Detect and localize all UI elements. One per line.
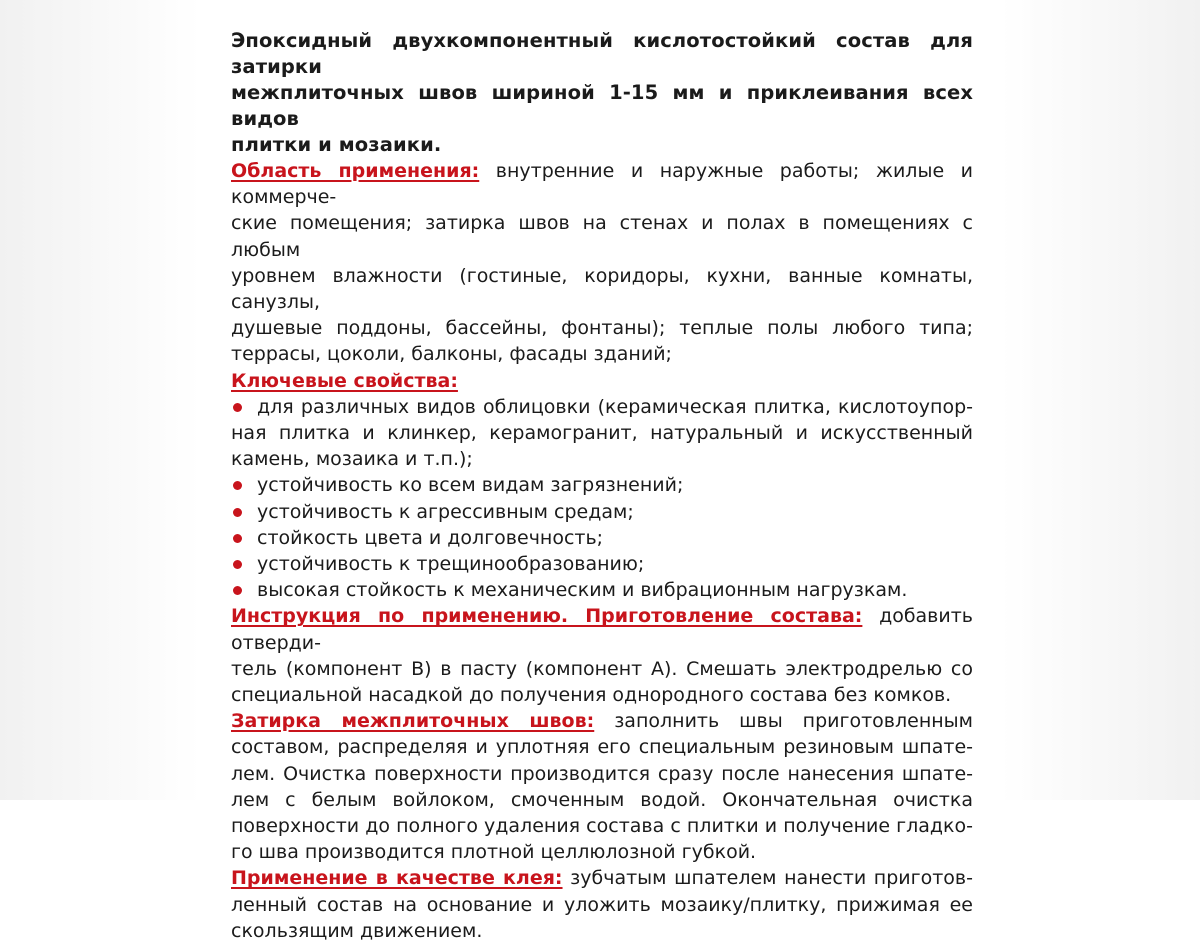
section-line: поверхности до полного удаления состава с плитки и получение гладко- <box>231 815 973 838</box>
intro-paragraph <box>231 28 973 158</box>
section-line: лем. Очистка поверхности производится сразу после нанесения шпате- <box>231 762 973 785</box>
section-first-line <box>231 603 973 655</box>
list-item-continuation <box>231 420 973 472</box>
section-first-line <box>231 865 973 891</box>
section-line: уровнем влажности (гостиные, коридоры, кухни, ванные комнаты, санузлы, <box>231 264 973 314</box>
list-item <box>231 499 973 525</box>
section-first-line <box>231 158 973 210</box>
list-item-line: камень, мозаика и т.п.); <box>231 448 473 471</box>
adhesive-heading: Применение в качестве клея: <box>231 867 563 890</box>
list-item-line: ная плитка и клинкер, керамогранит, натуральный и искусственный <box>231 422 973 445</box>
section-line: скользящим движением. <box>231 919 483 942</box>
list-item-line: для различных видов облицовки (керамическая плитка, кислотоупор- <box>257 395 973 418</box>
section-line: террасы, цоколи, балконы, фасады зданий; <box>231 343 672 366</box>
section-text: заполнить швы приготовленным <box>614 710 973 733</box>
section-text: внутренние и наружные работы; жилые и коммерче- <box>231 160 973 209</box>
bullet-icon <box>233 534 242 543</box>
key-properties-list <box>231 394 973 604</box>
section-line: специальной насадкой до получения однородного состава без комков. <box>231 684 952 707</box>
application-area-section <box>231 158 973 368</box>
section-line: лем с белым войлоком, смоченным водой. Окончательная очистка <box>231 788 973 811</box>
grouting-heading: Затирка межплиточных швов: <box>231 710 595 733</box>
key-properties-section <box>231 368 973 604</box>
list-item-line: высокая стойкость к механическим и вибрационным нагрузкам. <box>257 579 908 602</box>
section-text: добавить отверди- <box>231 605 973 654</box>
bullet-icon <box>233 508 242 517</box>
instruction-heading: Инструкция по применению. Приготовление состава: <box>231 605 863 628</box>
section-line: душевые поддоны, бассейны, фонтаны); теплые полы любого типа; <box>231 317 973 340</box>
list-item-line: устойчивость к трещинообразованию; <box>257 553 645 576</box>
section-line: составом, распределяя и уплотняя его специальным резиновым шпате- <box>231 736 973 759</box>
section-line: го шва производится плотной целлюлозной губкой. <box>231 841 757 864</box>
bullet-icon <box>233 481 242 490</box>
list-item <box>231 551 973 577</box>
intro-line: плитки и мозаики. <box>231 133 442 156</box>
description-text <box>231 28 973 944</box>
list-item-line: устойчивость ко всем видам загрязнений; <box>257 474 684 497</box>
list-item <box>231 394 973 420</box>
grouting-section <box>231 708 973 865</box>
bullet-icon <box>233 403 242 412</box>
section-line: тель (компонент В) в пасту (компонент А). Смешать электродрелью со <box>231 657 973 680</box>
section-text: зубчатым шпателем нанести приготов- <box>570 867 973 890</box>
list-item <box>231 472 973 498</box>
bullet-icon <box>233 586 242 595</box>
section-line: ленный состав на основание и уложить мозаику/плитку, прижимая ее <box>231 893 973 916</box>
list-item <box>231 577 973 603</box>
intro-line: межплиточных швов шириной 1-15 мм и приклеивания всех видов <box>231 81 973 130</box>
key-properties-heading: Ключевые свойства: <box>231 369 458 392</box>
section-first-line <box>231 708 973 734</box>
section-line: ские помещения; затирка швов на стенах и полах в помещениях с любым <box>231 212 973 261</box>
list-item <box>231 525 973 551</box>
list-item-line: стойкость цвета и долговечность; <box>257 526 604 549</box>
bullet-icon <box>233 560 242 569</box>
adhesive-section <box>231 865 973 944</box>
instruction-section <box>231 603 973 708</box>
intro-line: Эпоксидный двухкомпонентный кислотостойкий состав для затирки <box>231 29 973 78</box>
list-item-line: устойчивость к агрессивным средам; <box>257 500 634 523</box>
application-area-heading: Область применения: <box>231 160 480 182</box>
